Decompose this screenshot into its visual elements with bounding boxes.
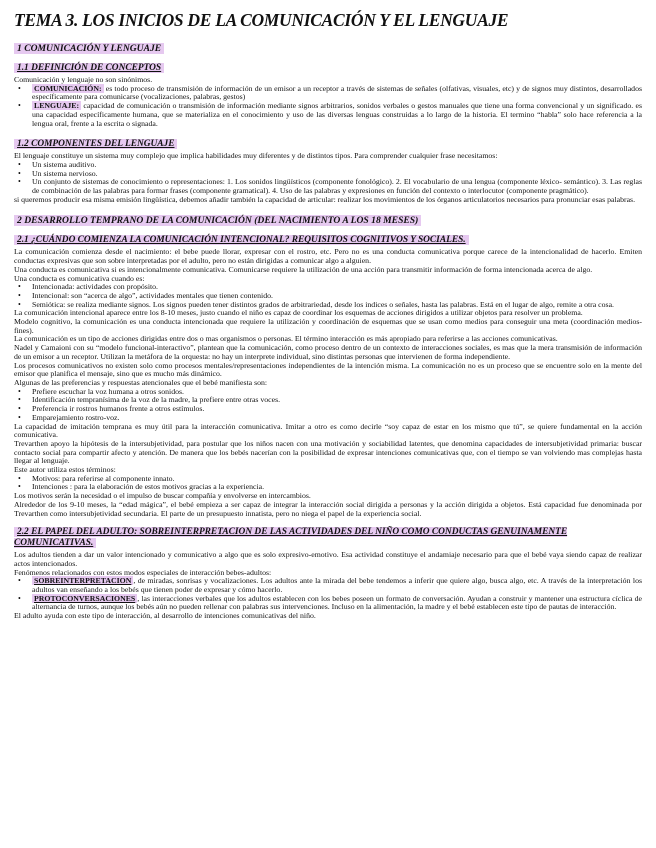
- section-1-2-intro: El lenguaje constituye un sistema muy complejo que implica habilidades muy diferentes y de distintos tipos. Para comprender cualquier frase necesitamos:: [14, 151, 498, 161]
- list-item: • Preferencia ir rostros humanos frente a otros estímulos.: [32, 405, 642, 414]
- phenomenon-text: , las interacciones verbales que los adultos establecen con los bebes poseen un formato de conversación. Ayudan a construir y mantener una estructura cíclica de alternancia de turnos, aunque los bebés aún no pueden rellenar con palabras sus intervenciones. Incluso en la alimentación, la madre y el bebé establecen este tipo de pautas de interacción.: [32, 593, 642, 612]
- phenomenon-term: SOBREINTERPRETACION: [34, 576, 132, 586]
- list-item: • Prefiere escuchar la voz humana a otros sonidos.: [32, 388, 642, 397]
- paragraph: El adulto ayuda con este tipo de interacción, al desarrollo de intenciones comunicativas del niño.: [14, 611, 316, 621]
- components-list: [14, 161, 642, 196]
- paragraph: La comunicación comienza desde el nacimiento: el bebe puede llorar, expresar con el rostro, etc. Pero no es una conducta comunicativa porque carece de la intencionalidad de hacerlo. Emiten conductas expresivas que son sobre interpretadas por el adulto, pero no están dirigidas a comunicar algo a alguien.: [14, 247, 642, 266]
- paragraph: La comunicación es un tipo de acciones dirigidas entre dos o mas organismos o personas. El término interacción es más apropiado para referirse a las acciones comunicativas.: [14, 334, 558, 344]
- paragraph: Trevarthen apoyo la hipótesis de la intersubjetividad, para postular que los niños nacen con una motivación y sociabilidad latentes, que denomina capacidades de intersubjetividad primaria: buscar contacto social para compartir afecto y atención. De manera que los bebés nacerían con la posibilidad de expresar intenciones comunicativas que, con el tiempo se van volviendo mas complejas hasta llegar al lenguaje.: [14, 438, 642, 466]
- definition-term: LENGUAJE:: [34, 101, 80, 111]
- section-2-heading: 2 DESARROLLO TEMPRANO DE LA COMUNICACIÓN (DEL NACIMIENTO A LOS 18 MESES): [14, 215, 642, 226]
- paragraph: Una conducta es comunicativa cuando es:: [14, 273, 145, 283]
- section-2-2-heading: 2.2 EL PAPEL DEL ADULTO: SOBREINTERPRETACION DE LAS ACTIVIDADES DEL NIÑO COMO CONDUCTAS GENUINAMENTE COMUNICATIVAS.: [14, 527, 568, 549]
- paragraph: Nadel y Camaioni con su “modelo funcional-interactivo”, plantean que la comunicación, como proceso dentro de un contexto de interacciones sociales, es mas que la mera transmisión de información de un emisor a un receptor. Utilizan la metáfora de la orquesta: no hay un interprete individual, sino distintas personas que intervienen de forma independiente.: [14, 343, 642, 361]
- phenomenon-item: [32, 595, 642, 612]
- section-1-1-heading: 1.1 DEFINICIÓN DE CONCEPTOS: [14, 63, 642, 74]
- paragraph: Los procesos comunicativos no existen solo como procesos mentales/representaciones independientes de la intención misma. La comunicación no es un proceso que se encuentre solo en la mente del emisor que planifica el mensaje, sino que es mucho más dinámico.: [14, 360, 642, 379]
- definition-text: es todo proceso de transmisión de información de un emisor a un receptor a través de sistemas de señales (olfativas, visuales, etc) y de signos muy distintos, desarrollados específicamente para comunicarse (vocalizaciones, palabras, gestos): [32, 83, 642, 102]
- list-item: • Un sistema nervioso.: [32, 170, 642, 179]
- section-1-2-heading: 1.2 COMPONENTES DEL LENGUAJE: [14, 139, 642, 150]
- list-item: • Motivos: para referirse al componente innato.: [32, 475, 642, 484]
- list-item: • Intenciones : para la elaboración de estos motivos gracias a la experiencia.: [32, 483, 642, 492]
- document-title: TEMA 3. LOS INICIOS DE LA COMUNICACIÓN Y EL LENGUAJE: [14, 10, 509, 30]
- definition-item: [32, 85, 642, 102]
- section-1-heading: 1 COMUNICACIÓN Y LENGUAJE: [14, 43, 642, 54]
- paragraph: Fenómenos relacionados con estos modos especiales de interacción bebes-adultos:: [14, 567, 272, 577]
- list-item: • Emparejamiento rostro-voz.: [32, 414, 642, 423]
- paragraph: Los adultos tienden a dar un valor intencionado y comunicativo a algo que es solo expresivo-emotivo. Esa actividad constituye el andamiaje necesario para que el bebé vaya siendo capaz de realizar actos intencionados.: [14, 550, 642, 568]
- paragraph: Este autor utiliza estos términos:: [14, 465, 116, 475]
- paragraph: La capacidad de imitación temprana es muy útil para la interacción comunicativa. Imitar a otro es como decirle “soy capaz de estar en los mismo que tú”, se quiere fundamental en la acción comunicativa.: [14, 421, 642, 440]
- definitions-list: [14, 85, 642, 129]
- phenomenon-term: PROTOCONVERSACIONES: [34, 593, 136, 603]
- list-item: • Un conjunto de sistemas de conocimiento o representaciones: 1. Los sonidos lingüísticos (componente fonológico). 2. El vocabulario de una lengua (componente léxico- semántico). 3. Las reglas de combinación de las palabras para formar frases (componente gramatical). 4. Uso de las palabras y expresiones en función del contexto o interlocutor (componente pragmático).: [32, 178, 642, 195]
- communicative-traits-list: [14, 283, 642, 309]
- paragraph: Los motivos serán la necesidad o el impulso de buscar compañía y envolverse en intercambios.: [14, 491, 311, 501]
- phenomenon-item: [32, 577, 642, 594]
- list-item: • Intencional: son “acerca de algo”, actividades mentales que tienen contenido.: [32, 292, 642, 301]
- paragraph: Una conducta es comunicativa si es intencionalmente comunicativa. Comunicarse requiere la utilización de una acción para transmitir información de forma intencionada acerca de algo.: [14, 264, 593, 274]
- terms-list: [14, 475, 642, 492]
- paragraph: La comunicación intencional aparece entre los 8-10 meses, justo cuando el niño es capaz de coordinar los esquemas de acciones dirigidos a utilizar objetos para resolver un problema.: [14, 308, 583, 318]
- preferences-list: [14, 388, 642, 423]
- paragraph: Modelo cognitivo, la comunicación es una conducta intencionada que requiere la utilización y coordinación de esquemas que se usan como medios para conseguir una meta (coordinación medios-fines).: [14, 317, 642, 335]
- list-item: • Intencionada: actividades con propósito.: [32, 283, 642, 292]
- paragraph: Alrededor de los 9-10 meses, la “edad mágica”, el bebé empieza a ser capaz de integrar la interacción social dirigida a personas y la acción dirigida a objetos. Está capacidad fue denominada por Trevarthen como intersubjetividad secundaria. El parte de un presupuesto innatista, pero no niega el papel de la experiencia social.: [14, 499, 642, 518]
- definition-term: COMUNICACIÓN:: [34, 83, 102, 93]
- section-2-1-heading: 2.1 ¿CUÁNDO COMIENZA LA COMUNICACIÓN INTENCIONAL? REQUISITOS COGNITIVOS Y SOCIALES.: [14, 235, 642, 246]
- definition-text: capacidad de comunicación o transmisión de información mediante signos arbitrarios, sonidos verbales o gestos manuales que tiene una forma convencional y un significado. es una capacidad específicamente humana, que se materializa en el conocimiento y uso de las diversas lenguas construidas a lo largo de la historia. El termino “habla” solo hace referencia a la lengua oral, frente a la escrita o signada.: [32, 101, 642, 128]
- list-item: • Identificación tempranísima de la voz de la madre, la prefiere entre otras voces.: [32, 396, 642, 405]
- list-item: • Un sistema auditivo.: [32, 161, 642, 170]
- definition-item: [32, 102, 642, 128]
- phenomenon-text: , de miradas, sonrisas y vocalizaciones. Los adultos ante la mirada del bebe tendemos a inferir que quiere algo, busca algo, etc. A través de la interpretación los adultos van enseñando a los bebés que tienen poder de expresar y cómo hacerlo.: [32, 576, 642, 595]
- list-item: • Semiótica: se realiza mediante signos. Los signos pueden tener distintos grados de arbitrariedad, desde los indices o señales, hasta las palabras. Está en el lugar de algo, remite a otra cosa.: [32, 301, 642, 310]
- interaction-phenomena-list: [14, 577, 642, 612]
- section-1-2-outro: si queremos producir esa misma emisión lingüística, debemos añadir también la capacidad de articular: realizar los movimientos de los órganos articulatorios necesarios para pronunciar esas palabras.: [14, 194, 636, 204]
- section-1-1-intro: Comunicación y lenguaje no son sinónimos.: [14, 75, 153, 84]
- paragraph: Algunas de las preferencias y respuestas atencionales que el bebé manifiesta son:: [14, 377, 268, 387]
